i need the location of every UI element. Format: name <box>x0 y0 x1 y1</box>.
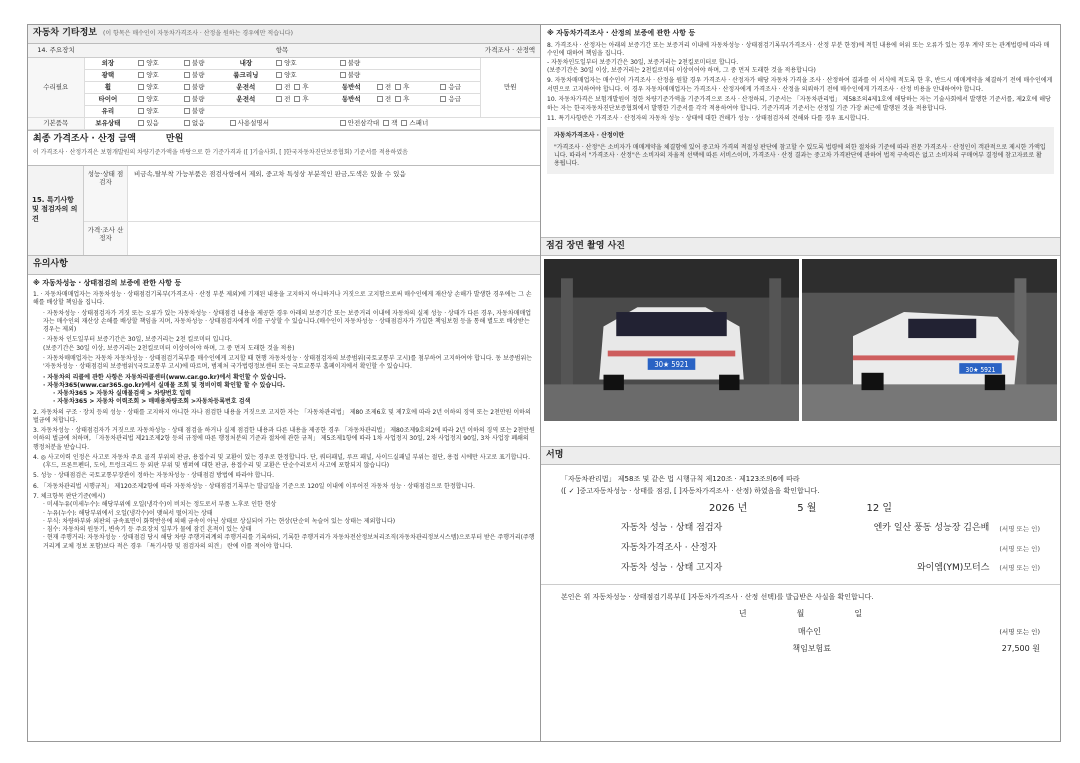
final-price-section <box>28 130 540 166</box>
row-exterior: 외장 <box>84 57 131 69</box>
opt-label: 불량 <box>347 58 361 67</box>
buyer-label: 매수인 <box>797 626 821 636</box>
other-info-header <box>28 25 540 44</box>
opt-label: 사용설명서 <box>237 118 269 127</box>
opt-label: 양호 <box>146 94 159 103</box>
final-title: 최종 가격조사 · 산정 금액 <box>33 133 136 144</box>
checkbox[interactable] <box>294 84 300 90</box>
notice-item: 10. 자동차가격은 보험개발원이 정한 차량기준가액을 기준가격으로 조사 · 산정하되, 기준서는 「자동차관리법」 제58조의4제1호에 해당하는 자는 기술사회에서 발행한 기준서를, 제2호에 해당하는 자는 한국자동차진단보증협회에서 발행한 기준서를 각각 적용하여야 합니다. 기준가격과 기준서는 산정일 기준 가장 최근에 발행된 것을 적용합니다. <box>547 96 1051 112</box>
final-note: 이 가격조사 · 산정가격은 보험개발원의 차량기준가액을 바탕으로 한 기준가격과 ([ ]기술사회, [ ]한국자동차진단보증협회) 기준서를 적용하였음 <box>33 149 408 157</box>
sign-header-title: 서명 <box>546 449 564 460</box>
left-column <box>28 25 541 741</box>
opt-label: 양호 <box>146 106 159 115</box>
repair-label: 수리필요 <box>28 57 84 117</box>
passenger-side: 동반석 <box>333 81 370 93</box>
sign-line-2: ([ ✓ ]중고자동차성능 · 상태를 점검, [ ]자동차가격조사 · 산정) 하였음을 확인합니다. <box>561 487 820 496</box>
row-interior: 내장 <box>223 57 270 69</box>
notice-header <box>28 256 540 275</box>
op-check-text: 비금속,탈부착 가능부품은 점검사항에서 제외, 중고차 특성상 부분적인 판금,도색은 있을 수 있음 <box>134 169 406 178</box>
price-header: 가격조사 · 산정액 <box>480 44 540 57</box>
notice-item: 6. 「자동차관리법 시행규칙」 제120조제2항에 따라 자동차성능 · 상태점검기록부는 발급일을 기준으로 120일 이내에 이루어진 자동차 성능 · 상태점검으로 한정합니다. <box>33 482 475 490</box>
role-inspector <box>621 523 1040 535</box>
checkbox[interactable] <box>138 84 144 90</box>
sign-day: 12 일 <box>866 503 893 515</box>
notice-item: 3. 자동차성능 · 상태점검자가 거짓으로 자동차성능 · 상태 점검을 하거나 실제 점검한 내용과 다른 내용을 제공한 경우 「자동차관리법」 제80조제9호의2에 따라 2년 이하의 징역 또는 2천만원 이하의 벌금에 처하며, 「자동차관리법 제21조제2항 등의 규정에 따른 행정처분의 기준과 절차에 관한 규칙」 제5조제1항에 따라 1차 사업정지 30일, 2차 사업정지 90일, 3차 사업장 폐쇄의 행정처분을 받습니다. <box>33 427 535 451</box>
opt-label: 안전삼각대 <box>347 118 380 127</box>
opinion-section <box>28 166 540 256</box>
checkbox[interactable] <box>276 60 282 66</box>
op-price-label: 가격·조사 산정자 <box>84 222 128 255</box>
role-name: 자동차 성능 · 상태 고지자 <box>621 562 723 573</box>
opt-label: 후 <box>403 94 410 103</box>
opt-label: 양호 <box>284 70 297 79</box>
photo-header-title: 점검 장면 촬영 사진 <box>546 240 625 251</box>
opt-label: 불량 <box>191 106 205 115</box>
opt-label: 양호 <box>146 58 159 67</box>
row-room-clean: 룸크리닝 <box>223 69 270 81</box>
checkbox[interactable] <box>184 108 190 114</box>
opt-label: 없음 <box>191 118 205 127</box>
opt-label: 불량 <box>191 82 205 91</box>
opt-label: 불량 <box>347 70 361 79</box>
checkbox[interactable] <box>401 120 407 126</box>
opt-label: 후 <box>302 94 309 103</box>
checkbox[interactable] <box>340 120 346 126</box>
notice-item: · 자동차성능 · 상태점검자가 거짓 또는 오류가 있는 자동차성능 · 상태점검 내용을 제공한 경우 아래의 보증기간 또는 보증거리 이내에 자동차의 실제 성능 · 상태가 다른 경우, 자동차매매업자는 매수인의 재산상 손해를 배상할 책임을 지며, 자동차성능 · 상태점검자에게 이를 구상할 수 있습니다.(매수인이 자동차성능 · 상태점검자가 가입한 책임보험 등을 통해 별도로 배상받는 경우는 제외) <box>43 309 532 334</box>
checkbox[interactable] <box>184 72 190 78</box>
checkbox[interactable] <box>276 96 282 102</box>
opt-label: 있음 <box>146 118 159 127</box>
notice-item: · 자동차의 리콜에 관한 사항은 자동차리콜센터(www.car.go.kr)에서 확인할 수 있습니다. <box>43 373 286 381</box>
notice-item: 1. · 자동차매매업자는 자동차성능 · 상태점검기록부(가격조사 · 산정 부분 제외)에 기재된 내용을 고지하지 아니하거나 거짓으로 고지함으로써 매수인에게 재산상 손해가 발생한 경우에는 그 손해를 배상할 책임을 집니다. <box>33 291 532 307</box>
notice-body <box>28 275 540 555</box>
opt-label: 전 <box>384 94 392 103</box>
op-check-label: 성능·상태 점검자 <box>84 166 128 221</box>
checkbox[interactable] <box>395 96 401 102</box>
role-value: 와이엠(YM)모터스 <box>916 562 990 573</box>
notice-header-title: 유의사항 <box>33 258 68 269</box>
sign-month: 5 월 <box>797 503 817 515</box>
checkbox[interactable] <box>276 84 282 90</box>
checkbox[interactable] <box>138 108 144 114</box>
notice-item: (보증기간은 30일 이상, 보증거리는 2천킬로미터 이상이어야 하며, 그 중 먼저 도래한 것을 적용) <box>43 344 295 352</box>
issue-year: 년 <box>738 609 747 619</box>
notice-item: 11. 특기사항란은 가격조사 · 산정자의 자동차 성능 · 상태에 대한 견해가 성능 · 상태점검자의 견해와 다를 경우 표시합니다. <box>547 114 870 122</box>
opt-label: 양호 <box>146 70 159 79</box>
notice-item: · 미세누유(미세누수): 해당부위에 오일(냉각수)이 비치는 정도로서 부품 노후로 인한 현상 <box>43 501 277 509</box>
notice-item: · 현재 주행거리: 자동차성능 · 상태점검 당시 해당 차량 주행거리계의 주행거리를 기록하되, 기록한 주행거리가 자동차전산정보처리조직(자동차관리정보시스템)으로부터 받은 주행거리(주행거리계 교체 정보 포함)보다 적은 경우 「특기사항 및 점검자의 의견」 란에 이를 적어야 합니다. <box>43 534 535 550</box>
row-glass: 유리 <box>84 105 131 117</box>
notice-item: · 침수: 자동차의 원동기, 변속기 등 주요장치 일부가 물에 잠긴 흔적이 있는 상태 <box>43 526 252 534</box>
opt-label: 전 <box>284 94 291 103</box>
checkbox[interactable] <box>184 120 190 126</box>
notice-item: · 자동차365 > 자동차 실매물검색 > 차량번호 입력 <box>53 390 192 398</box>
sign-date <box>561 502 1040 515</box>
checkbox[interactable] <box>230 120 236 126</box>
checkbox[interactable] <box>377 84 383 90</box>
notice-item: 9. 자동차매매업자는 매수인이 가격조사 · 산정을 원할 경우 가격조사 · 산정자가 해당 자동차 가격을 조사 · 산정하여 결과를 이 서식에 적도록 한 후, 반드시 매매계약을 체결하기 전에 매수인에게 서면으로 고지하여야 합니다. 이 경우 자동차매매업자는 가격조사 · 산정자에게 가격조사 · 산정을 의뢰하기 전에 매수인에게 가격조사 · 산정 비용을 안내하여야 합니다. <box>547 77 1053 93</box>
final-value: 만원 <box>165 133 184 144</box>
fee-value: 27,500 원 <box>1001 644 1040 654</box>
inspection-photo-rear <box>802 259 1057 421</box>
price-guarantee-notice <box>541 25 1060 237</box>
inspection-photo-front <box>544 259 799 421</box>
seal-label: (서명 또는 인) <box>999 544 1040 553</box>
options-label: 14. 주요장치 <box>28 44 84 57</box>
item-header: 항목 <box>84 44 480 57</box>
opt-label: 응급 <box>448 94 462 103</box>
row-wheel: 휠 <box>84 81 131 93</box>
box-title: 자동차가격조사 · 산정이란 <box>554 132 625 140</box>
basic-label: 기본품목 <box>28 117 84 129</box>
sign-header <box>541 446 1060 465</box>
box-text: "가격조사 · 산정"은 소비자가 매매계약을 체결함에 있어 중고차 가격의 적절성 판단에 참고할 수 있도록 법령에 의한 절차와 기준에 따라 전문 가격조사 · 산정인이 객관적으로 제시한 가액입니다. 따라서 "가격조사 · 산정"은 소비자의 자율적 선택에 따른 서비스이며, 가격조사 · 산정 결과는 중고차 가격판단에 관하여 법적 구속력은 없고 소비자의 구매여부 결정에 참고자료로 활용됩니다. <box>554 143 1046 168</box>
checkbox[interactable] <box>440 96 446 102</box>
opt-label: 스패너 <box>409 118 429 127</box>
other-info-title: 자동차 기타정보 <box>33 28 97 39</box>
checkbox[interactable] <box>184 96 190 102</box>
role-pricer <box>621 543 1040 555</box>
row-gloss: 광택 <box>84 69 131 81</box>
notice-item: - 자동차인도일부터 보증기간은 30일, 보증거리는 2천킬로미터로 합니다. <box>547 58 739 66</box>
seal-label: (서명 또는 인) <box>999 564 1040 573</box>
sign-year: 2026 년 <box>708 503 748 515</box>
opt-label: 전 <box>284 82 291 91</box>
opt-label: 불량 <box>191 94 205 103</box>
checkbox[interactable] <box>377 96 383 102</box>
opt-label: 후 <box>302 82 309 91</box>
checkbox[interactable] <box>340 72 346 78</box>
role-name: 자동차 성능 · 상태 점검자 <box>621 523 723 534</box>
issue-month: 월 <box>796 609 805 619</box>
sign-line-1: 「자동차관리법」 제58조 및 같은 법 시행규칙 제120조 · 제123조의6에 따라 <box>561 475 800 483</box>
opt-label: 잭 <box>391 118 398 127</box>
checkbox[interactable] <box>340 60 346 66</box>
role-value: 엔카 일산 풍동 성능장 김은배 <box>873 523 990 534</box>
price-unit: 만원 <box>480 57 540 117</box>
notice-item: · 부식: 차량하부와 외판의 금속표면이 화학반응에 의해 금속이 아닌 상태로 상실되어 가는 현상(단순히 녹슬어 있는 상태는 제외합니다) <box>43 517 396 525</box>
price-guarantee-title: ※ 자동차가격조사 · 산정의 보증에 관한 사항 등 <box>547 29 696 37</box>
checkbox[interactable] <box>138 120 144 126</box>
notice-item: 2. 자동차의 구조 · 장치 등의 성능 · 상태를 고지하지 아니한 자나 점검한 내용을 거짓으로 고지한 자는 「자동차관리법」 제80 조제6호 및 제7호에 따라 2년 이하의 징역 또는 2천만원 이하의 벌금에 처합니다. <box>33 408 531 424</box>
opt-label: 양호 <box>146 82 159 91</box>
opt-label: 불량 <box>191 58 205 67</box>
checkbox[interactable] <box>383 120 389 126</box>
checkbox[interactable] <box>294 96 300 102</box>
opt-label: 응급 <box>448 82 462 91</box>
sign-section <box>541 465 1060 584</box>
seal-label: (서명 또는 인) <box>999 627 1040 636</box>
issue-line: 본인은 위 자동차성능 · 상태점검기록부([ ]자동차가격조사 · 산정 선택)를 발급받은 사실을 확인합니다. <box>561 593 874 602</box>
notice-item: · 자동차365 > 자동차 이력조회 > 매매용차량조회 >자동차등록번호 검색 <box>53 398 251 406</box>
checkbox[interactable] <box>138 72 144 78</box>
passenger-side: 동반석 <box>333 93 370 105</box>
license-plate-front: 30★ 5921 <box>654 359 689 370</box>
role-name: 자동차가격조사 · 산정자 <box>621 542 717 553</box>
seal-label: (서명 또는 인) <box>999 524 1040 533</box>
checkbox[interactable] <box>184 60 190 66</box>
photo-header <box>541 237 1060 256</box>
other-info-note: (이 항목은 매수인이 자동차가격조사 · 산정을 원하는 경우에만 적습니다) <box>103 30 293 38</box>
row-tire: 타이어 <box>84 93 131 105</box>
checkbox[interactable] <box>138 60 144 66</box>
notice-item: · 누유(누수): 해당부위에서 오일(냉각수)이 맺혀서 떨어지는 상태 <box>43 509 213 517</box>
checkbox[interactable] <box>276 72 282 78</box>
issue-section <box>541 584 1060 662</box>
notice-item: · 자동차365(www.car365.go.kr)에서 실매물 조회 및 정비이력 확인할 할 수 있습니다. <box>43 381 286 389</box>
driver-side: 운전석 <box>223 81 270 93</box>
notice-item: 5. 성능 · 상태점검은 국토교통부장관이 정하는 자동차성능 · 상태점검 방법에 따라야 합니다. <box>33 472 275 480</box>
notice-item: · 자동차 인도일부터 보증기간은 30일, 보증거리는 2천 킬로미터 입니다. <box>43 336 232 344</box>
checkbox[interactable] <box>138 96 144 102</box>
notice-item: (보증기간은 30일 이상, 보증거리는 2천킬로미터 이상이어야 하며, 그 중 먼저 도래한 것을 적용합니다) <box>547 66 816 74</box>
opt-label: 전 <box>384 82 392 91</box>
license-plate-rear: 30★ 5921 <box>965 366 996 374</box>
opinion-label: 15. 특기사항 및 점검자의 의견 <box>28 166 84 255</box>
role-notifier <box>621 563 1040 575</box>
notice-item: (후드, 프론트펜더, 도어, 트렁크리드 등 외판 부위 및 범퍼에 대한 판금, 용접수리 및 교환은 단순수리로서 사고에 포함되지 않습니다) <box>43 462 390 470</box>
checkbox[interactable] <box>395 84 401 90</box>
right-column <box>541 25 1060 741</box>
notice-item: · 자동차매매업자는 자동차 자동차성능 · 상태점검기록부를 매수인에게 고지할 때 현행 자동차성능 · 상태점검자의 보증범위(국토교통부 고시)를 첨부하여 고지하여야 합니다. 동 보증범위는 '자동차성능 · 상태점검의 보증범위'(국토교통부 고시)에 따르며, 범제처 국가법령정보센터 또는 국토교통부 홈페이지에서 확인할 수 있습니다. <box>43 355 533 371</box>
driver-side: 운전석 <box>223 93 270 105</box>
notice-item: 7. 체크항목 판단기준(예시) <box>33 493 106 500</box>
checkbox[interactable] <box>184 84 190 90</box>
price-info-box <box>547 127 1054 174</box>
notice-item: 4. ◎ 사고이력 인정은 사고로 자동차 주요 골격 부위의 판금, 용접수리 및 교환이 있는 경우로 한정합니다. 단, 쿼터패널, 루프 패널, 사이드실패널 부위는 절단, 용접 시에만 사고로 표기합니다. <box>33 453 531 461</box>
fee-label: 책임보험료 <box>792 644 831 654</box>
inspection-record <box>27 24 1061 742</box>
options-table <box>28 44 540 130</box>
notice-item: 8. 가격조사 · 산정자는 아래의 보증기간 또는 보증거리 이내에 자동차성능 · 상태점검기록부(가격조사 · 산정 부분 한정)에 적힌 내용에 허위 또는 오류가 있는 경우 계약 또는 관계법령에 따라 매수인에 대하여 책임을 집니다. <box>547 41 1050 58</box>
photo-strip <box>541 256 1060 424</box>
holding-label: 보유상태 <box>84 117 131 129</box>
opt-label: 불량 <box>191 70 205 79</box>
checkbox[interactable] <box>440 84 446 90</box>
opt-label: 후 <box>403 82 410 91</box>
notice-title: ※ 자동차성능 · 상태점검의 보증에 관한 사항 등 <box>33 278 182 287</box>
issue-day: 일 <box>854 609 863 619</box>
opt-label: 양호 <box>284 58 297 67</box>
